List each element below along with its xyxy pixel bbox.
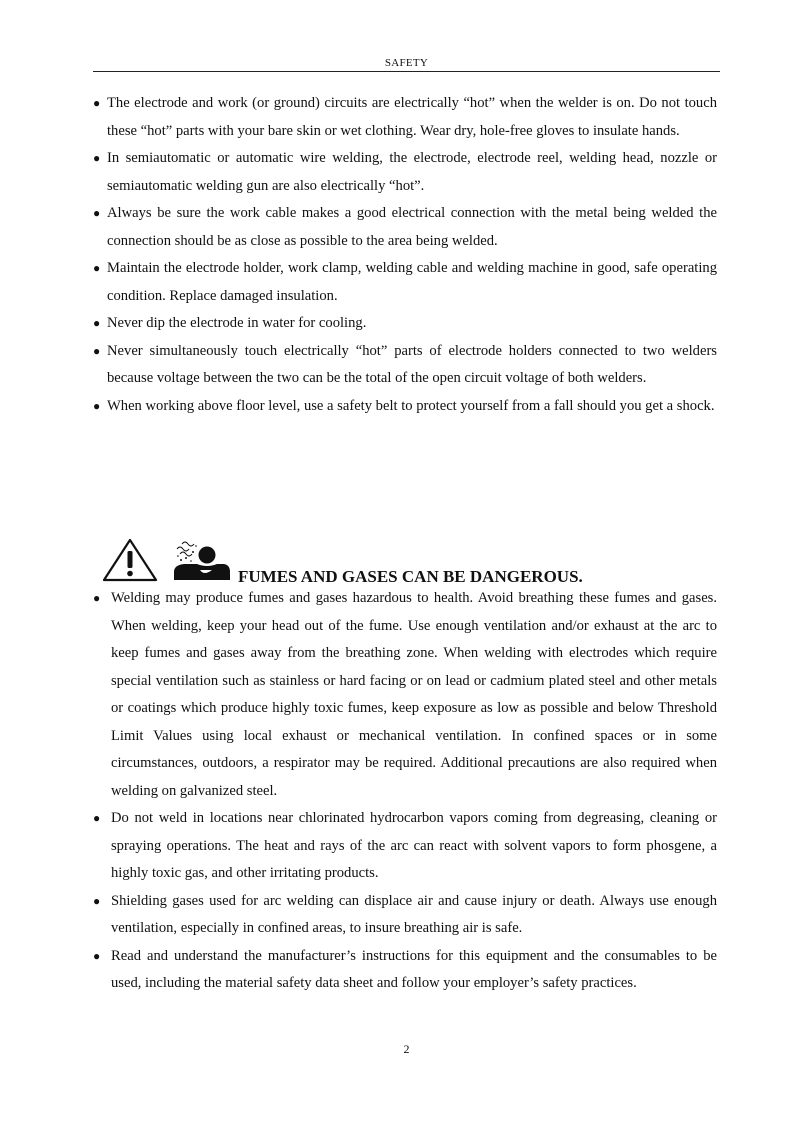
list-item: ● Read and understand the manufacturer’s instructions for this equipment and the consumables to be used, including the material safety data sheet and follow your employer’s safety practices.	[93, 943, 717, 998]
bullet-icon: ●	[93, 591, 101, 605]
header-rule	[93, 71, 720, 72]
section-title-fumes: FUMES AND GASES CAN BE DANGEROUS.	[238, 567, 583, 586]
bullet-icon: ●	[93, 893, 101, 908]
list-item: ● Maintain the electrode holder, work clamp, welding cable and welding machine in good, safe operating condition. Replace damaged insulation.	[93, 255, 717, 310]
list-item: ● The electrode and work (or ground) circuits are electrically “hot” when the welder is on. Do not touch these “hot” parts with your bare skin or wet clothing. Wear dry, hole-free gloves to insulate hands.	[93, 90, 717, 145]
fume-inhalation-icon	[172, 540, 232, 584]
list-item: ● When working above floor level, use a safety belt to protect yourself from a fall should you get a shock.	[93, 393, 717, 421]
list-item: ● Welding may produce fumes and gases hazardous to health. Avoid breathing these fumes and gases. When welding, keep your head out of the fume. Use enough ventilation and/or exhaust at the arc to keep fumes and gases away from the breathing zone. When welding with electrodes which require special ventilation such as stainless or hard facing or on lead or cadmium plated steel and other metals or coatings which produce highly toxic fumes, keep exposure as low as possible and below Threshold Limit Values using local exhaust or mechanical ventilation. In confined spaces or in some circumstances, outdoors, a respirator may be required. Additional precautions are also required when welding on galvanized steel.	[93, 585, 717, 805]
bullet-icon: ●	[93, 261, 101, 275]
list-item: ● Never dip the electrode in water for cooling.	[93, 310, 717, 338]
list-item: ● Never simultaneously touch electrically “hot” parts of electrode holders connected to two welders because voltage between the two can be the total of the open circuit voltage of both welders.	[93, 338, 717, 393]
bullet-icon: ●	[93, 343, 101, 358]
bullet-icon: ●	[93, 206, 101, 220]
list-item: ● Always be sure the work cable makes a good electrical connection with the metal being welded the connection should be as close as possible to the area being welded.	[93, 200, 717, 255]
page-number: 2	[403, 1042, 410, 1056]
bullet-icon: ●	[93, 811, 101, 825]
bullet-icon: ●	[93, 96, 101, 110]
bullet-icon: ●	[93, 151, 101, 165]
bullet-icon: ●	[93, 398, 101, 413]
list-item: ● In semiautomatic or automatic wire welding, the electrode, electrode reel, welding head, nozzle or semiautomatic welding gun are also electrically “hot”.	[93, 145, 717, 200]
fumes-bullet-list	[93, 585, 717, 998]
list-item: ● Do not weld in locations near chlorinated hydrocarbon vapors coming from degreasing, cleaning or spraying operations. The heat and rays of the arc can react with solvent vapors to form phosgene, a highly toxic gas, and other irritating products.	[93, 805, 717, 888]
bullet-icon: ●	[93, 316, 101, 330]
page-header: SAFETY	[384, 57, 429, 69]
bullet-icon: ●	[93, 948, 101, 963]
electric-shock-bullet-list	[93, 90, 717, 420]
warning-triangle-icon	[101, 537, 159, 583]
list-item: ● Shielding gases used for arc welding can displace air and cause injury or death. Always use enough ventilation, especially in confined areas, to insure breathing air is safe.	[93, 888, 717, 943]
